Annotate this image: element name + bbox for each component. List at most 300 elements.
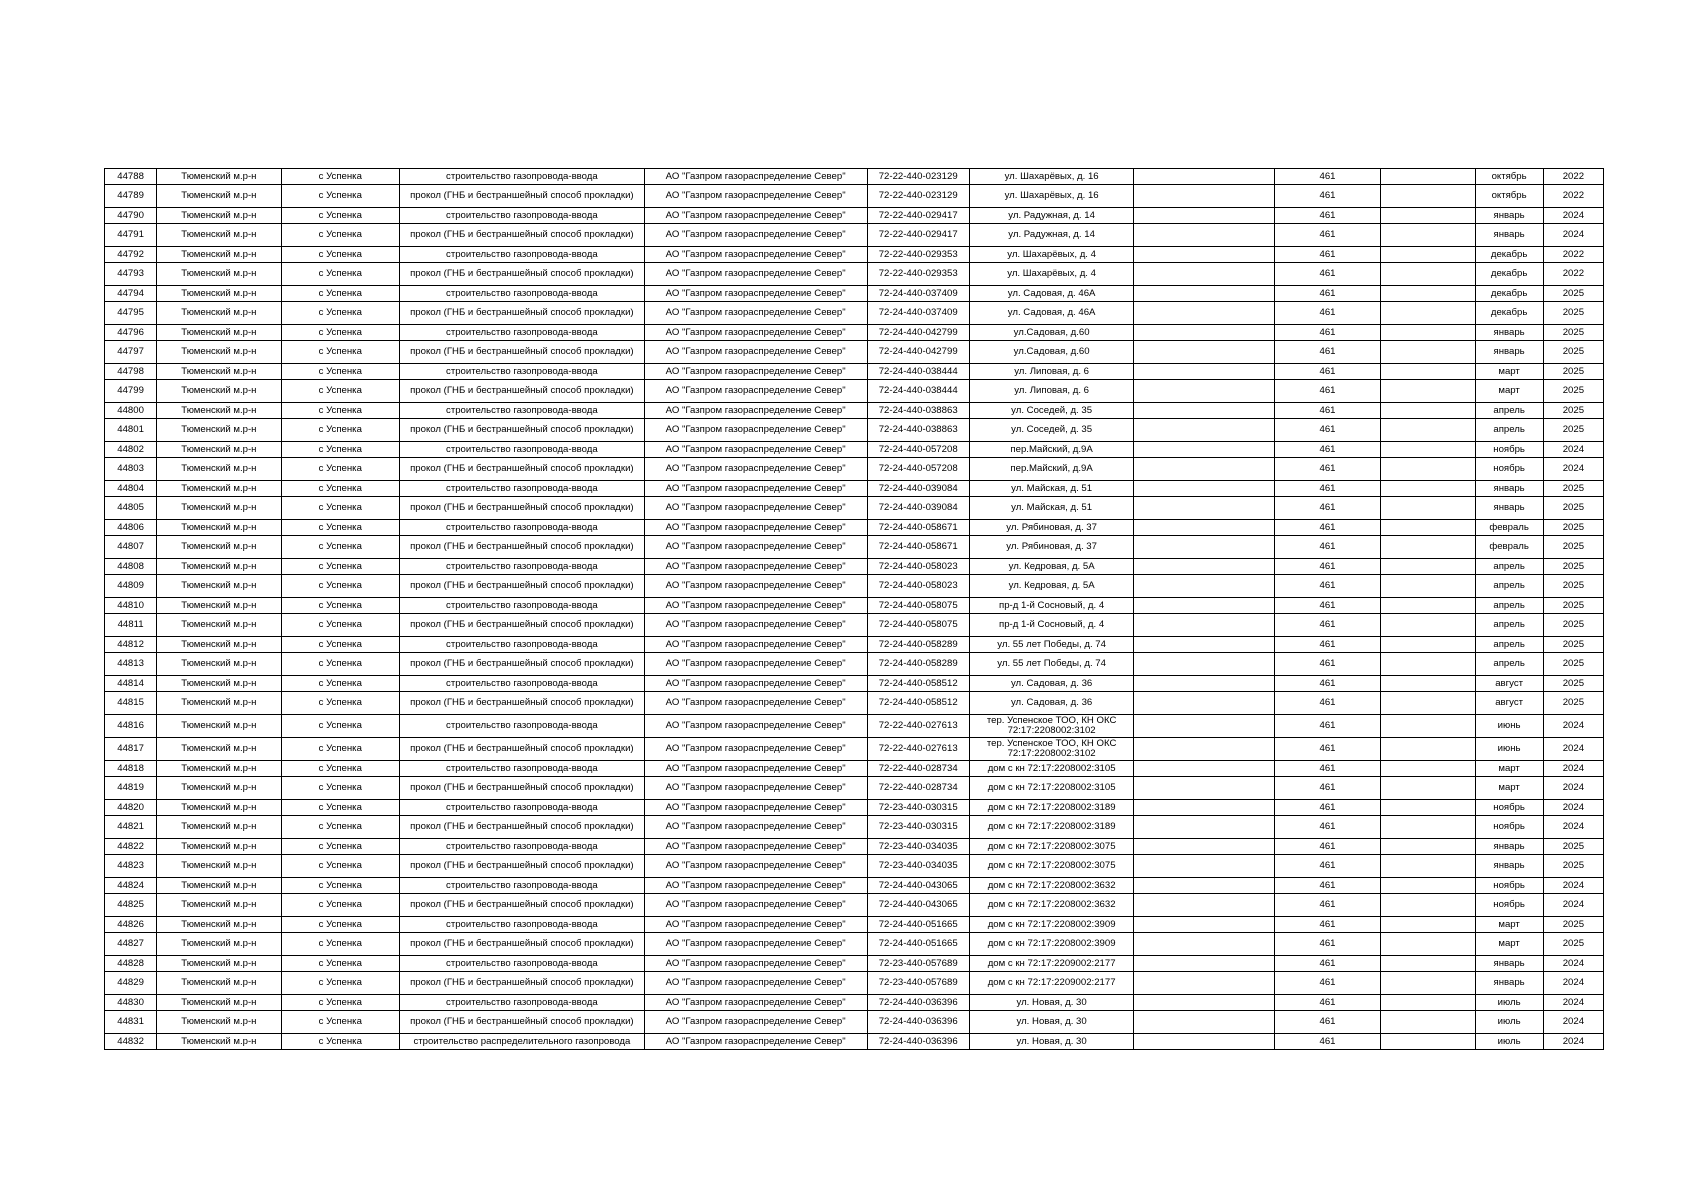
year-cell: 2024 bbox=[1543, 1011, 1603, 1034]
year-cell: 2024 bbox=[1543, 800, 1603, 816]
month-cell: январь bbox=[1475, 208, 1543, 224]
value-cell: 461 bbox=[1274, 933, 1380, 956]
table-row bbox=[105, 800, 1604, 816]
empty-cell bbox=[1381, 559, 1475, 575]
settlement-cell: с Успенка bbox=[281, 738, 399, 761]
district-cell: Тюменский м.р-н bbox=[157, 364, 281, 380]
empty-cell bbox=[1134, 653, 1274, 676]
organization-cell: АО "Газпром газораспределение Север" bbox=[644, 536, 867, 559]
year-cell: 2022 bbox=[1543, 263, 1603, 286]
organization-cell: АО "Газпром газораспределение Север" bbox=[644, 458, 867, 481]
month-cell: ноябрь bbox=[1475, 816, 1543, 839]
month-cell: июль bbox=[1475, 1034, 1543, 1050]
empty-cell bbox=[1381, 520, 1475, 536]
empty-cell bbox=[1381, 481, 1475, 497]
month-cell: декабрь bbox=[1475, 247, 1543, 263]
settlement-cell: с Успенка bbox=[281, 442, 399, 458]
empty-cell bbox=[1134, 380, 1274, 403]
address-cell: ул. Рябиновая, д. 37 bbox=[969, 520, 1134, 536]
table-row bbox=[105, 917, 1604, 933]
organization-cell: АО "Газпром газораспределение Север" bbox=[644, 403, 867, 419]
code-cell: 72-24-440-036396 bbox=[867, 1034, 969, 1050]
district-cell: Тюменский м.р-н bbox=[157, 1034, 281, 1050]
year-cell: 2025 bbox=[1543, 481, 1603, 497]
code-cell: 72-24-440-058289 bbox=[867, 637, 969, 653]
value-cell: 461 bbox=[1274, 598, 1380, 614]
work-type-cell: строительство газопровода-ввода bbox=[399, 761, 644, 777]
value-cell: 461 bbox=[1274, 738, 1380, 761]
value-cell: 461 bbox=[1274, 481, 1380, 497]
row-number: 44819 bbox=[105, 777, 157, 800]
month-cell: апрель bbox=[1475, 559, 1543, 575]
address-cell: ул. Шахарёвых, д. 4 bbox=[969, 263, 1134, 286]
address-cell: ул. Кедровая, д. 5А bbox=[969, 559, 1134, 575]
empty-cell bbox=[1134, 169, 1274, 185]
row-number: 44805 bbox=[105, 497, 157, 520]
year-cell: 2024 bbox=[1543, 208, 1603, 224]
code-cell: 72-24-440-042799 bbox=[867, 341, 969, 364]
value-cell: 461 bbox=[1274, 1034, 1380, 1050]
work-type-cell: прокол (ГНБ и бестраншейный способ прокладки) bbox=[399, 894, 644, 917]
empty-cell bbox=[1134, 839, 1274, 855]
organization-cell: АО "Газпром газораспределение Север" bbox=[644, 816, 867, 839]
value-cell: 461 bbox=[1274, 458, 1380, 481]
year-cell: 2024 bbox=[1543, 224, 1603, 247]
work-type-cell: прокол (ГНБ и бестраншейный способ прокладки) bbox=[399, 341, 644, 364]
work-type-cell: прокол (ГНБ и бестраншейный способ прокладки) bbox=[399, 933, 644, 956]
year-cell: 2025 bbox=[1543, 676, 1603, 692]
row-number: 44793 bbox=[105, 263, 157, 286]
code-cell: 72-24-440-051665 bbox=[867, 933, 969, 956]
table-row bbox=[105, 637, 1604, 653]
value-cell: 461 bbox=[1274, 956, 1380, 972]
value-cell: 461 bbox=[1274, 637, 1380, 653]
organization-cell: АО "Газпром газораспределение Север" bbox=[644, 839, 867, 855]
address-cell: ул. Липовая, д. 6 bbox=[969, 364, 1134, 380]
table-row bbox=[105, 972, 1604, 995]
empty-cell bbox=[1381, 497, 1475, 520]
settlement-cell: с Успенка bbox=[281, 637, 399, 653]
empty-cell bbox=[1134, 536, 1274, 559]
year-cell: 2025 bbox=[1543, 653, 1603, 676]
empty-cell bbox=[1134, 995, 1274, 1011]
address-cell: пр-д 1-й Сосновый, д. 4 bbox=[969, 598, 1134, 614]
row-number: 44830 bbox=[105, 995, 157, 1011]
empty-cell bbox=[1381, 380, 1475, 403]
address-cell: дом с кн 72:17:2208002:3632 bbox=[969, 878, 1134, 894]
empty-cell bbox=[1381, 738, 1475, 761]
year-cell: 2025 bbox=[1543, 341, 1603, 364]
empty-cell bbox=[1134, 800, 1274, 816]
empty-cell bbox=[1134, 263, 1274, 286]
table-row bbox=[105, 933, 1604, 956]
value-cell: 461 bbox=[1274, 286, 1380, 302]
address-cell: ул. Кедровая, д. 5А bbox=[969, 575, 1134, 598]
row-number: 44822 bbox=[105, 839, 157, 855]
empty-cell bbox=[1381, 598, 1475, 614]
table-row bbox=[105, 341, 1604, 364]
work-type-cell: прокол (ГНБ и бестраншейный способ прокладки) bbox=[399, 855, 644, 878]
year-cell: 2024 bbox=[1543, 995, 1603, 1011]
row-number: 44817 bbox=[105, 738, 157, 761]
month-cell: июнь bbox=[1475, 715, 1543, 738]
empty-cell bbox=[1134, 598, 1274, 614]
value-cell: 461 bbox=[1274, 302, 1380, 325]
organization-cell: АО "Газпром газораспределение Север" bbox=[644, 653, 867, 676]
district-cell: Тюменский м.р-н bbox=[157, 185, 281, 208]
month-cell: декабрь bbox=[1475, 263, 1543, 286]
settlement-cell: с Успенка bbox=[281, 403, 399, 419]
empty-cell bbox=[1381, 247, 1475, 263]
empty-cell bbox=[1381, 403, 1475, 419]
organization-cell: АО "Газпром газораспределение Север" bbox=[644, 497, 867, 520]
value-cell: 461 bbox=[1274, 575, 1380, 598]
work-type-cell: строительство газопровода-ввода bbox=[399, 598, 644, 614]
settlement-cell: с Успенка bbox=[281, 536, 399, 559]
code-cell: 72-24-440-058075 bbox=[867, 598, 969, 614]
organization-cell: АО "Газпром газораспределение Север" bbox=[644, 263, 867, 286]
district-cell: Тюменский м.р-н bbox=[157, 575, 281, 598]
year-cell: 2025 bbox=[1543, 419, 1603, 442]
row-number: 44795 bbox=[105, 302, 157, 325]
table-row bbox=[105, 403, 1604, 419]
empty-cell bbox=[1134, 777, 1274, 800]
year-cell: 2024 bbox=[1543, 972, 1603, 995]
code-cell: 72-23-440-030315 bbox=[867, 800, 969, 816]
row-number: 44803 bbox=[105, 458, 157, 481]
address-cell: пер.Майский, д.9А bbox=[969, 442, 1134, 458]
address-cell: ул. Шахарёвых, д. 16 bbox=[969, 185, 1134, 208]
settlement-cell: с Успенка bbox=[281, 972, 399, 995]
code-cell: 72-24-440-036396 bbox=[867, 1011, 969, 1034]
empty-cell bbox=[1134, 442, 1274, 458]
row-number: 44831 bbox=[105, 1011, 157, 1034]
empty-cell bbox=[1381, 1034, 1475, 1050]
table-row bbox=[105, 956, 1604, 972]
month-cell: ноябрь bbox=[1475, 800, 1543, 816]
empty-cell bbox=[1134, 520, 1274, 536]
district-cell: Тюменский м.р-н bbox=[157, 559, 281, 575]
value-cell: 461 bbox=[1274, 341, 1380, 364]
year-cell: 2024 bbox=[1543, 777, 1603, 800]
address-cell: ул. Майская, д. 51 bbox=[969, 497, 1134, 520]
work-type-cell: строительство газопровода-ввода bbox=[399, 878, 644, 894]
settlement-cell: с Успенка bbox=[281, 761, 399, 777]
work-type-cell: прокол (ГНБ и бестраншейный способ прокладки) bbox=[399, 302, 644, 325]
data-table bbox=[104, 168, 1604, 1050]
code-cell: 72-24-440-043065 bbox=[867, 878, 969, 894]
empty-cell bbox=[1381, 715, 1475, 738]
district-cell: Тюменский м.р-н bbox=[157, 380, 281, 403]
table-row bbox=[105, 497, 1604, 520]
row-number: 44826 bbox=[105, 917, 157, 933]
code-cell: 72-22-440-027613 bbox=[867, 715, 969, 738]
empty-cell bbox=[1381, 442, 1475, 458]
district-cell: Тюменский м.р-н bbox=[157, 761, 281, 777]
table-row bbox=[105, 777, 1604, 800]
row-number: 44799 bbox=[105, 380, 157, 403]
row-number: 44794 bbox=[105, 286, 157, 302]
settlement-cell: с Успенка bbox=[281, 380, 399, 403]
address-cell: дом с кн 72:17:2209002:2177 bbox=[969, 972, 1134, 995]
settlement-cell: с Успенка bbox=[281, 933, 399, 956]
month-cell: декабрь bbox=[1475, 286, 1543, 302]
empty-cell bbox=[1381, 263, 1475, 286]
settlement-cell: с Успенка bbox=[281, 816, 399, 839]
table-row bbox=[105, 761, 1604, 777]
year-cell: 2025 bbox=[1543, 575, 1603, 598]
work-type-cell: прокол (ГНБ и бестраншейный способ прокладки) bbox=[399, 575, 644, 598]
settlement-cell: с Успенка bbox=[281, 559, 399, 575]
table-row bbox=[105, 715, 1604, 738]
organization-cell: АО "Газпром газораспределение Север" bbox=[644, 738, 867, 761]
table-row bbox=[105, 302, 1604, 325]
value-cell: 461 bbox=[1274, 676, 1380, 692]
address-cell: дом с кн 72:17:2208002:3075 bbox=[969, 839, 1134, 855]
address-cell: ул.Садовая, д.60 bbox=[969, 341, 1134, 364]
district-cell: Тюменский м.р-н bbox=[157, 816, 281, 839]
work-type-cell: строительство газопровода-ввода bbox=[399, 286, 644, 302]
organization-cell: АО "Газпром газораспределение Север" bbox=[644, 933, 867, 956]
settlement-cell: с Успенка bbox=[281, 458, 399, 481]
value-cell: 461 bbox=[1274, 208, 1380, 224]
work-type-cell: строительство газопровода-ввода bbox=[399, 676, 644, 692]
empty-cell bbox=[1381, 917, 1475, 933]
value-cell: 461 bbox=[1274, 839, 1380, 855]
settlement-cell: с Успенка bbox=[281, 653, 399, 676]
address-cell: пр-д 1-й Сосновый, д. 4 bbox=[969, 614, 1134, 637]
code-cell: 72-24-440-038863 bbox=[867, 419, 969, 442]
table-row bbox=[105, 878, 1604, 894]
organization-cell: АО "Газпром газораспределение Север" bbox=[644, 855, 867, 878]
row-number: 44788 bbox=[105, 169, 157, 185]
year-cell: 2025 bbox=[1543, 637, 1603, 653]
empty-cell bbox=[1381, 419, 1475, 442]
district-cell: Тюменский м.р-н bbox=[157, 247, 281, 263]
district-cell: Тюменский м.р-н bbox=[157, 403, 281, 419]
row-number: 44790 bbox=[105, 208, 157, 224]
year-cell: 2025 bbox=[1543, 692, 1603, 715]
value-cell: 461 bbox=[1274, 380, 1380, 403]
month-cell: январь bbox=[1475, 972, 1543, 995]
organization-cell: АО "Газпром газораспределение Север" bbox=[644, 1034, 867, 1050]
organization-cell: АО "Газпром газораспределение Север" bbox=[644, 777, 867, 800]
district-cell: Тюменский м.р-н bbox=[157, 341, 281, 364]
work-type-cell: прокол (ГНБ и бестраншейный способ прокладки) bbox=[399, 777, 644, 800]
organization-cell: АО "Газпром газораспределение Север" bbox=[644, 419, 867, 442]
code-cell: 72-24-440-042799 bbox=[867, 325, 969, 341]
code-cell: 72-24-440-038863 bbox=[867, 403, 969, 419]
address-cell: дом с кн 72:17:2208002:3909 bbox=[969, 933, 1134, 956]
district-cell: Тюменский м.р-н bbox=[157, 325, 281, 341]
value-cell: 461 bbox=[1274, 653, 1380, 676]
month-cell: февраль bbox=[1475, 536, 1543, 559]
district-cell: Тюменский м.р-н bbox=[157, 653, 281, 676]
row-number: 44791 bbox=[105, 224, 157, 247]
address-cell: дом с кн 72:17:2208002:3632 bbox=[969, 894, 1134, 917]
value-cell: 461 bbox=[1274, 878, 1380, 894]
code-cell: 72-24-440-051665 bbox=[867, 917, 969, 933]
year-cell: 2025 bbox=[1543, 855, 1603, 878]
year-cell: 2024 bbox=[1543, 458, 1603, 481]
organization-cell: АО "Газпром газораспределение Север" bbox=[644, 247, 867, 263]
address-cell: ул. Шахарёвых, д. 4 bbox=[969, 247, 1134, 263]
month-cell: октябрь bbox=[1475, 185, 1543, 208]
table-row bbox=[105, 325, 1604, 341]
organization-cell: АО "Газпром газораспределение Север" bbox=[644, 169, 867, 185]
organization-cell: АО "Газпром газораспределение Север" bbox=[644, 894, 867, 917]
month-cell: апрель bbox=[1475, 419, 1543, 442]
work-type-cell: строительство газопровода-ввода bbox=[399, 325, 644, 341]
table-row bbox=[105, 208, 1604, 224]
row-number: 44789 bbox=[105, 185, 157, 208]
organization-cell: АО "Газпром газораспределение Север" bbox=[644, 208, 867, 224]
value-cell: 461 bbox=[1274, 614, 1380, 637]
year-cell: 2025 bbox=[1543, 536, 1603, 559]
month-cell: апрель bbox=[1475, 614, 1543, 637]
empty-cell bbox=[1381, 364, 1475, 380]
empty-cell bbox=[1134, 224, 1274, 247]
empty-cell bbox=[1381, 185, 1475, 208]
district-cell: Тюменский м.р-н bbox=[157, 676, 281, 692]
value-cell: 461 bbox=[1274, 442, 1380, 458]
district-cell: Тюменский м.р-н bbox=[157, 497, 281, 520]
empty-cell bbox=[1134, 185, 1274, 208]
work-type-cell: строительство газопровода-ввода bbox=[399, 481, 644, 497]
empty-cell bbox=[1381, 325, 1475, 341]
year-cell: 2024 bbox=[1543, 878, 1603, 894]
row-number: 44797 bbox=[105, 341, 157, 364]
year-cell: 2024 bbox=[1543, 715, 1603, 738]
district-cell: Тюменский м.р-н bbox=[157, 894, 281, 917]
code-cell: 72-22-440-028734 bbox=[867, 761, 969, 777]
address-cell: дом с кн 72:17:2208002:3189 bbox=[969, 800, 1134, 816]
row-number: 44824 bbox=[105, 878, 157, 894]
row-number: 44804 bbox=[105, 481, 157, 497]
row-number: 44818 bbox=[105, 761, 157, 777]
table-body bbox=[105, 169, 1604, 1050]
month-cell: ноябрь bbox=[1475, 878, 1543, 894]
code-cell: 72-24-440-036396 bbox=[867, 995, 969, 1011]
month-cell: январь bbox=[1475, 839, 1543, 855]
empty-cell bbox=[1134, 247, 1274, 263]
address-cell: ул. Садовая, д. 36 bbox=[969, 692, 1134, 715]
district-cell: Тюменский м.р-н bbox=[157, 598, 281, 614]
empty-cell bbox=[1134, 738, 1274, 761]
code-cell: 72-24-440-058671 bbox=[867, 536, 969, 559]
empty-cell bbox=[1381, 956, 1475, 972]
empty-cell bbox=[1381, 458, 1475, 481]
empty-cell bbox=[1381, 676, 1475, 692]
table-row bbox=[105, 995, 1604, 1011]
row-number: 44802 bbox=[105, 442, 157, 458]
settlement-cell: с Успенка bbox=[281, 1034, 399, 1050]
work-type-cell: строительство газопровода-ввода bbox=[399, 364, 644, 380]
year-cell: 2022 bbox=[1543, 247, 1603, 263]
value-cell: 461 bbox=[1274, 559, 1380, 575]
empty-cell bbox=[1134, 208, 1274, 224]
row-number: 44813 bbox=[105, 653, 157, 676]
address-cell: дом с кн 72:17:2209002:2177 bbox=[969, 956, 1134, 972]
code-cell: 72-24-440-038444 bbox=[867, 364, 969, 380]
year-cell: 2022 bbox=[1543, 185, 1603, 208]
organization-cell: АО "Газпром газораспределение Север" bbox=[644, 878, 867, 894]
month-cell: март bbox=[1475, 761, 1543, 777]
organization-cell: АО "Газпром газораспределение Север" bbox=[644, 341, 867, 364]
value-cell: 461 bbox=[1274, 325, 1380, 341]
settlement-cell: с Успенка bbox=[281, 715, 399, 738]
code-cell: 72-24-440-038444 bbox=[867, 380, 969, 403]
settlement-cell: с Успенка bbox=[281, 878, 399, 894]
code-cell: 72-22-440-028734 bbox=[867, 777, 969, 800]
empty-cell bbox=[1381, 894, 1475, 917]
table-row bbox=[105, 263, 1604, 286]
district-cell: Тюменский м.р-н bbox=[157, 458, 281, 481]
table-row bbox=[105, 224, 1604, 247]
work-type-cell: строительство распределительного газопровода bbox=[399, 1034, 644, 1050]
work-type-cell: прокол (ГНБ и бестраншейный способ прокладки) bbox=[399, 816, 644, 839]
empty-cell bbox=[1381, 341, 1475, 364]
work-type-cell: строительство газопровода-ввода bbox=[399, 169, 644, 185]
table-row bbox=[105, 598, 1604, 614]
month-cell: январь bbox=[1475, 497, 1543, 520]
empty-cell bbox=[1381, 208, 1475, 224]
empty-cell bbox=[1381, 800, 1475, 816]
work-type-cell: строительство газопровода-ввода bbox=[399, 995, 644, 1011]
empty-cell bbox=[1381, 816, 1475, 839]
work-type-cell: прокол (ГНБ и бестраншейный способ прокладки) bbox=[399, 497, 644, 520]
month-cell: апрель bbox=[1475, 575, 1543, 598]
month-cell: ноябрь bbox=[1475, 442, 1543, 458]
district-cell: Тюменский м.р-н bbox=[157, 208, 281, 224]
empty-cell bbox=[1381, 575, 1475, 598]
organization-cell: АО "Газпром газораспределение Север" bbox=[644, 224, 867, 247]
settlement-cell: с Успенка bbox=[281, 995, 399, 1011]
organization-cell: АО "Газпром газораспределение Север" bbox=[644, 761, 867, 777]
empty-cell bbox=[1134, 341, 1274, 364]
row-number: 44828 bbox=[105, 956, 157, 972]
code-cell: 72-22-440-029353 bbox=[867, 263, 969, 286]
year-cell: 2025 bbox=[1543, 380, 1603, 403]
address-cell: ул. 55 лет Победы, д. 74 bbox=[969, 637, 1134, 653]
district-cell: Тюменский м.р-н bbox=[157, 442, 281, 458]
organization-cell: АО "Газпром газораспределение Север" bbox=[644, 325, 867, 341]
month-cell: июль bbox=[1475, 995, 1543, 1011]
settlement-cell: с Успенка bbox=[281, 520, 399, 536]
settlement-cell: с Успенка bbox=[281, 497, 399, 520]
work-type-cell: прокол (ГНБ и бестраншейный способ прокладки) bbox=[399, 458, 644, 481]
settlement-cell: с Успенка bbox=[281, 419, 399, 442]
address-cell: ул. Садовая, д. 46А bbox=[969, 286, 1134, 302]
organization-cell: АО "Газпром газораспределение Север" bbox=[644, 692, 867, 715]
value-cell: 461 bbox=[1274, 263, 1380, 286]
code-cell: 72-23-440-057689 bbox=[867, 956, 969, 972]
month-cell: апрель bbox=[1475, 637, 1543, 653]
code-cell: 72-24-440-058512 bbox=[867, 676, 969, 692]
address-cell: ул. Радужная, д. 14 bbox=[969, 224, 1134, 247]
table-row bbox=[105, 839, 1604, 855]
work-type-cell: строительство газопровода-ввода bbox=[399, 559, 644, 575]
year-cell: 2022 bbox=[1543, 169, 1603, 185]
district-cell: Тюменский м.р-н bbox=[157, 855, 281, 878]
organization-cell: АО "Газпром газораспределение Север" bbox=[644, 302, 867, 325]
year-cell: 2025 bbox=[1543, 520, 1603, 536]
month-cell: август bbox=[1475, 676, 1543, 692]
year-cell: 2025 bbox=[1543, 286, 1603, 302]
work-type-cell: прокол (ГНБ и бестраншейный способ прокладки) bbox=[399, 185, 644, 208]
organization-cell: АО "Газпром газораспределение Север" bbox=[644, 676, 867, 692]
table-row bbox=[105, 676, 1604, 692]
